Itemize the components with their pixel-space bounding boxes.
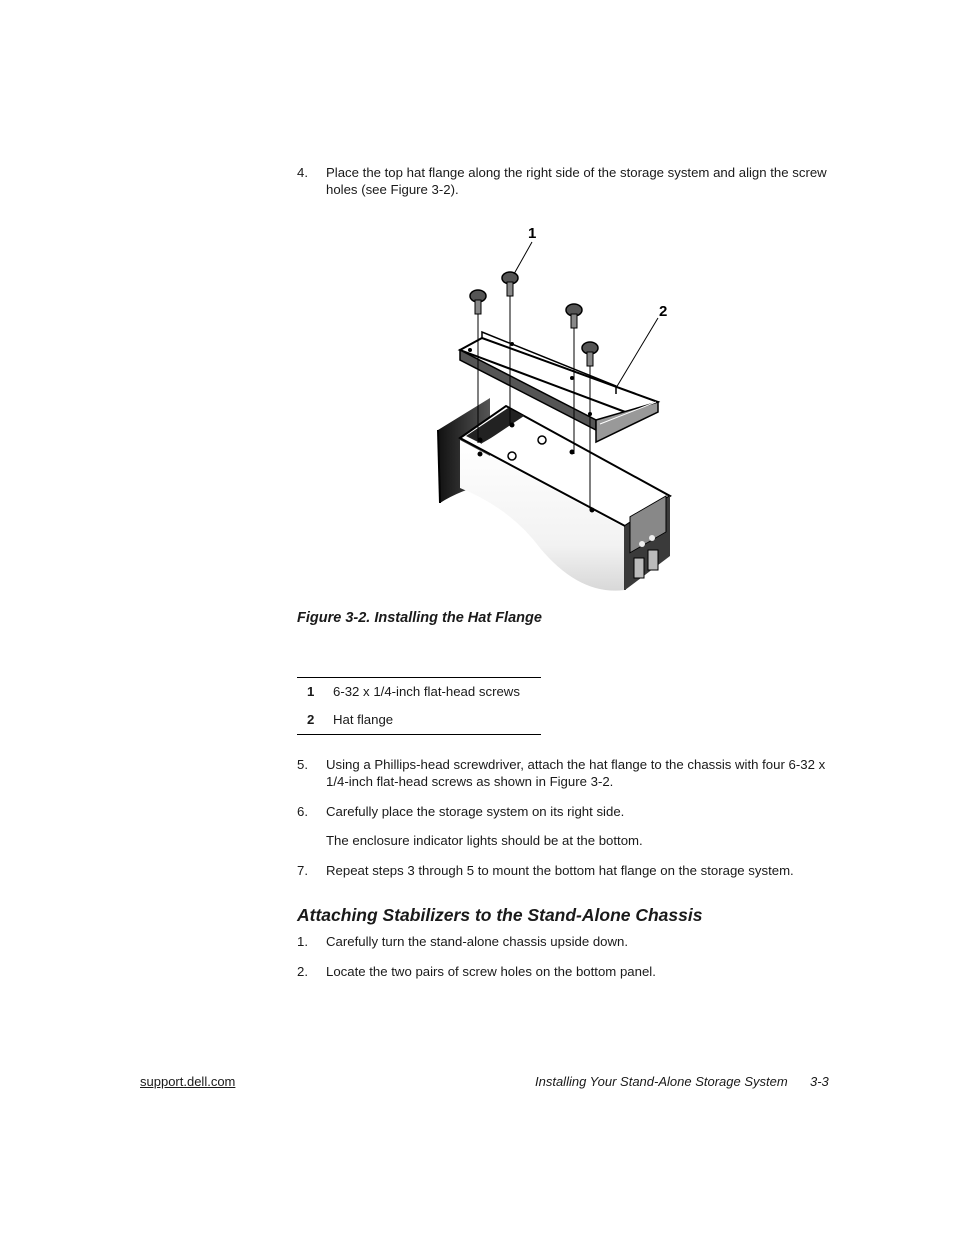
callout-2-leader <box>616 318 658 388</box>
legend-row <box>297 706 541 734</box>
step-text: Using a Phillips-head screwdriver, attach the hat flange to the chassis with four 6-32 x 1/4-inch flat-head screws as shown in Figure 3-2. <box>326 757 826 789</box>
step-number: 1. <box>297 934 308 949</box>
chassis <box>438 398 670 591</box>
callout-1: 1 <box>528 225 537 242</box>
legend-key: 1 <box>307 684 315 699</box>
footer-support-link[interactable]: support.dell.com <box>140 1074 236 1089</box>
callout-2: 2 <box>659 303 668 320</box>
step-number: 4. <box>297 165 308 180</box>
legend-row <box>297 678 541 706</box>
step-note: The enclosure indicator lights should be at the bottom. <box>326 833 643 848</box>
step-number: 6. <box>297 804 308 819</box>
callout-1-leader <box>514 242 532 274</box>
section-heading: Attaching Stabilizers to the Stand-Alone Chassis <box>297 905 703 925</box>
legend-table <box>297 677 541 735</box>
step-text: Locate the two pairs of screw holes on the bottom panel. <box>326 964 656 979</box>
footer-chapter-title: Installing Your Stand-Alone Storage System <box>535 1074 788 1089</box>
step-number: 5. <box>297 757 308 772</box>
legend-label: 6-32 x 1/4-inch flat-head screws <box>333 684 520 699</box>
step-text: Carefully turn the stand-alone chassis upside down. <box>326 934 629 949</box>
step-number: 2. <box>297 964 308 979</box>
step-text: Repeat steps 3 through 5 to mount the bottom hat flange on the storage system. <box>326 863 794 878</box>
hat-flange-illustration <box>420 218 700 593</box>
step-text: Carefully place the storage system on its right side. <box>326 804 625 819</box>
legend-label: Hat flange <box>333 712 394 727</box>
step-text: Place the top hat flange along the right side of the storage system and align the screw holes (see Figure 3-2). <box>326 165 827 197</box>
figure-caption: Figure 3-2. Installing the Hat Flange <box>297 610 542 626</box>
step-number: 7. <box>297 863 308 878</box>
legend-key: 2 <box>307 712 315 727</box>
page-number: 3-3 <box>810 1074 829 1089</box>
